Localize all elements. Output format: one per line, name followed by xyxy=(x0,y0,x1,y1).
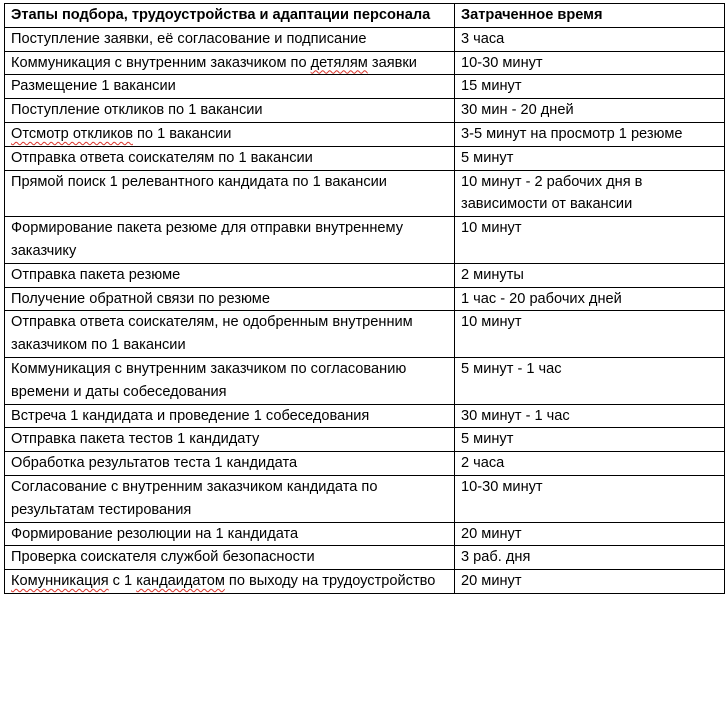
recruitment-stages-table xyxy=(4,3,725,594)
time-cell: 3-5 минут на просмотр 1 резюме xyxy=(455,122,725,146)
table-row xyxy=(5,99,725,123)
stage-text: с 1 xyxy=(108,573,137,590)
stage-cell: Прямой поиск 1 релевантного кандидата по 1 вакансии xyxy=(5,170,455,217)
table-row xyxy=(5,170,725,217)
table-row xyxy=(5,475,725,522)
table-row xyxy=(5,122,725,146)
stage-cell: Формирование пакета резюме для отправки внутреннему заказчику xyxy=(5,217,455,264)
time-cell: 30 мин - 20 дней xyxy=(455,99,725,123)
stage-cell: Отправка пакета тестов 1 кандидату xyxy=(5,428,455,452)
misspelled-word: Комунникация xyxy=(11,573,109,590)
table-row xyxy=(5,75,725,99)
stage-cell: Отправка пакета резюме xyxy=(5,263,455,287)
table-header-row xyxy=(5,4,725,28)
misspelled-word: кандаидатом xyxy=(136,573,225,590)
time-cell: 10 минут - 2 рабочих дня в зависимости от вакансии xyxy=(455,170,725,217)
time-cell: 3 часа xyxy=(455,27,725,51)
stage-text: заявки xyxy=(367,54,417,71)
table-row xyxy=(5,522,725,546)
misspelled-word: Отсмотр откликов xyxy=(11,125,133,142)
stage-text: Коммуникация с внутренним заказчиком по xyxy=(11,54,311,71)
time-cell: 5 минут xyxy=(455,428,725,452)
time-cell: 30 минут - 1 час xyxy=(455,404,725,428)
table-row xyxy=(5,263,725,287)
stage-cell: Поступление откликов по 1 вакансии xyxy=(5,99,455,123)
table-row xyxy=(5,51,725,75)
table-row xyxy=(5,27,725,51)
time-cell: 1 час - 20 рабочих дней xyxy=(455,287,725,311)
time-cell: 5 минут - 1 час xyxy=(455,357,725,404)
stage-cell: Отправка ответа соискателям, не одобренным внутренним заказчиком по 1 вакансии xyxy=(5,311,455,358)
time-cell: 10 минут xyxy=(455,311,725,358)
time-cell: 10-30 минут xyxy=(455,475,725,522)
stage-cell: Размещение 1 вакансии xyxy=(5,75,455,99)
time-cell: 5 минут xyxy=(455,146,725,170)
table-row xyxy=(5,287,725,311)
stage-cell: Обработка результатов теста 1 кандидата xyxy=(5,452,455,476)
time-cell: 20 минут xyxy=(455,570,725,594)
time-cell: 3 раб. дня xyxy=(455,546,725,570)
header-stages: Этапы подбора, трудоустройства и адаптации персонала xyxy=(5,4,455,28)
time-cell: 2 часа xyxy=(455,452,725,476)
stage-cell xyxy=(5,51,455,75)
stage-cell: Согласование с внутренним заказчиком кандидата по результатам тестирования xyxy=(5,475,455,522)
time-cell: 15 минут xyxy=(455,75,725,99)
stage-cell xyxy=(5,122,455,146)
time-cell: 20 минут xyxy=(455,522,725,546)
table-row xyxy=(5,570,725,594)
table-row xyxy=(5,404,725,428)
table-row xyxy=(5,146,725,170)
stage-cell xyxy=(5,570,455,594)
table-row xyxy=(5,452,725,476)
stage-cell: Получение обратной связи по резюме xyxy=(5,287,455,311)
table-row xyxy=(5,357,725,404)
stage-cell: Встреча 1 кандидата и проведение 1 собеседования xyxy=(5,404,455,428)
table-row xyxy=(5,546,725,570)
table-row xyxy=(5,311,725,358)
table-row xyxy=(5,217,725,264)
stage-cell: Коммуникация с внутренним заказчиком по согласованию времени и даты собеседования xyxy=(5,357,455,404)
stage-cell: Поступление заявки, её согласование и подписание xyxy=(5,27,455,51)
stage-cell: Проверка соискателя службой безопасности xyxy=(5,546,455,570)
time-cell: 10 минут xyxy=(455,217,725,264)
misspelled-word: детялям xyxy=(310,54,368,71)
table-row xyxy=(5,428,725,452)
time-cell: 10-30 минут xyxy=(455,51,725,75)
header-time-spent: Затраченное время xyxy=(455,4,725,28)
stage-cell: Отправка ответа соискателям по 1 вакансии xyxy=(5,146,455,170)
stage-text: по 1 вакансии xyxy=(132,125,232,142)
time-cell: 2 минуты xyxy=(455,263,725,287)
stage-text: по выходу на трудоустройство xyxy=(224,573,436,590)
stage-cell: Формирование резолюции на 1 кандидата xyxy=(5,522,455,546)
